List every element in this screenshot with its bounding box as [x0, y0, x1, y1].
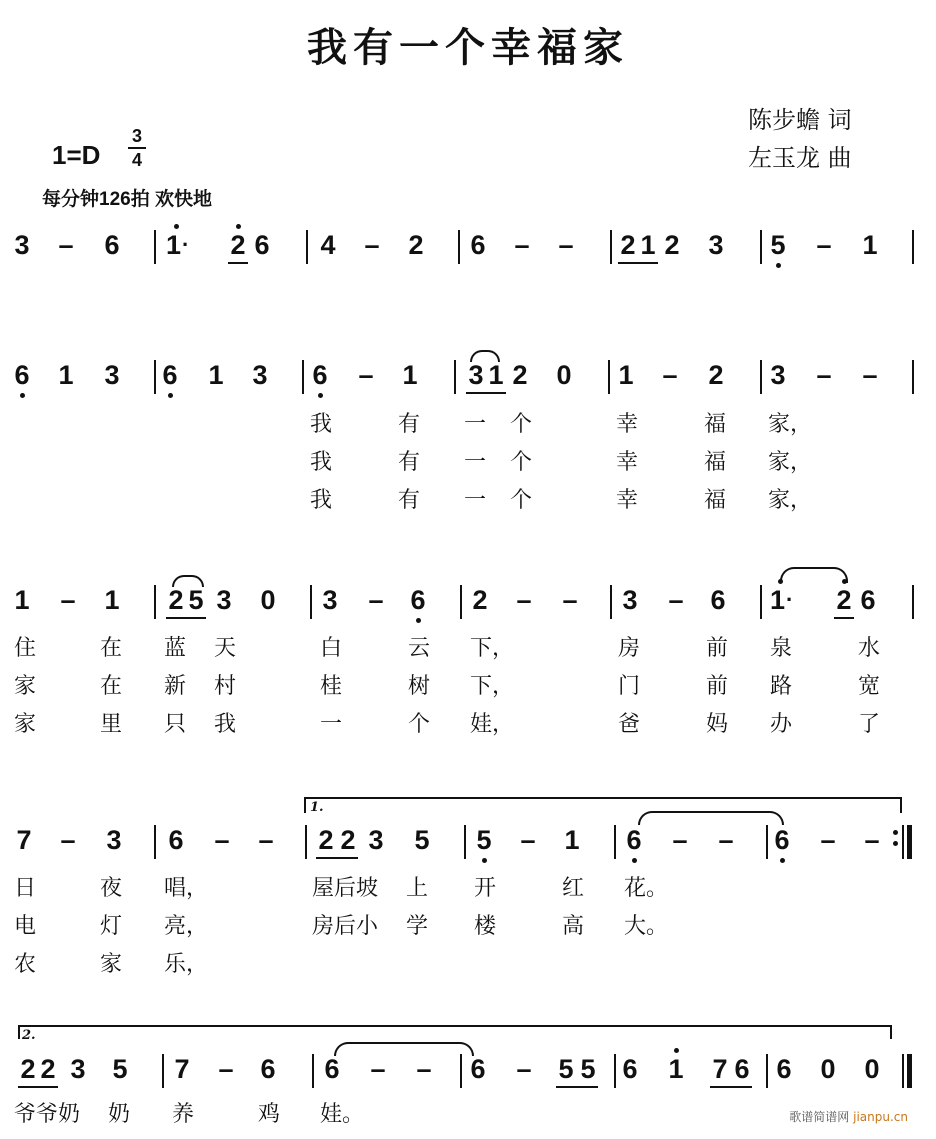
- lyric: 个: [510, 488, 533, 513]
- final-barline: [907, 1054, 912, 1088]
- note: 6: [776, 1054, 792, 1084]
- lyric: 福: [704, 488, 727, 513]
- barline: [454, 360, 456, 394]
- lyric: 前: [706, 636, 729, 661]
- lyric: 个: [510, 412, 533, 437]
- dash: –: [358, 360, 374, 390]
- note: 3: [252, 360, 268, 390]
- lyric: 娃，: [470, 712, 515, 737]
- underline: [466, 392, 506, 394]
- lyric: 里: [100, 712, 123, 737]
- lyric: 花。: [624, 876, 669, 901]
- barline: [760, 230, 762, 264]
- watermark: [789, 1108, 908, 1125]
- dash: –: [60, 585, 76, 615]
- lyric: 灯: [100, 914, 123, 939]
- dash: –: [368, 585, 384, 615]
- lyric: 亮，: [164, 914, 209, 939]
- lyric: 门: [618, 674, 641, 699]
- lyric: 楼: [474, 914, 497, 939]
- note-high: 1: [666, 1054, 686, 1084]
- lyric: 家，: [768, 412, 813, 437]
- note-low: 6: [160, 360, 180, 390]
- note: 3: [70, 1054, 86, 1084]
- barline: [614, 825, 616, 859]
- barline: [912, 585, 914, 619]
- note-low: 5: [768, 230, 788, 260]
- time-signature-top: 3: [131, 126, 142, 146]
- note: 2: [228, 230, 248, 260]
- tie: [638, 811, 784, 825]
- note: 1: [640, 230, 656, 260]
- note: 6: [168, 825, 184, 855]
- lyric: 家: [14, 674, 37, 699]
- note: 6: [324, 1054, 340, 1084]
- barline: [312, 1054, 314, 1088]
- score-line-2: [0, 360, 936, 420]
- note: 4: [320, 230, 336, 260]
- barline: [766, 825, 768, 859]
- lyric: 娃。: [320, 1102, 365, 1127]
- barline: [460, 585, 462, 619]
- lyric: 桂: [320, 674, 343, 699]
- note: 3: [622, 585, 638, 615]
- tie: [334, 1042, 474, 1056]
- barline: [162, 1054, 164, 1088]
- dash: –: [214, 825, 230, 855]
- lyric: 个: [510, 450, 533, 475]
- lyric: 在: [100, 674, 123, 699]
- lyric: 前: [706, 674, 729, 699]
- dash: –: [364, 230, 380, 260]
- lyric: 有: [398, 412, 421, 437]
- note: 1: [402, 360, 418, 390]
- note: 5: [112, 1054, 128, 1084]
- lyric: 一: [464, 450, 487, 475]
- barline: [912, 230, 914, 264]
- note: 1: [208, 360, 224, 390]
- lyric: 有: [398, 488, 421, 513]
- barline: [902, 825, 904, 859]
- score-line-3: [0, 585, 936, 645]
- lyric: 红: [562, 876, 585, 901]
- note: 6: [104, 230, 120, 260]
- lyric: 房: [618, 636, 641, 661]
- dash: –: [668, 585, 684, 615]
- underline: [710, 1086, 752, 1088]
- lyric: 新: [164, 674, 187, 699]
- dash: –: [416, 1054, 432, 1084]
- lyric: 幸: [616, 412, 639, 437]
- barline: [608, 360, 610, 394]
- volta-label-1: 1.: [310, 800, 324, 815]
- note-high: 2: [834, 585, 854, 615]
- dash: –: [370, 1054, 386, 1084]
- lyric: 学: [406, 914, 429, 939]
- note: 1: [862, 230, 878, 260]
- lyric: 上: [406, 876, 429, 901]
- note: 7: [712, 1054, 728, 1084]
- fraction-line: [128, 147, 146, 149]
- lyric: 大。: [624, 914, 669, 939]
- barline: [154, 360, 156, 394]
- lyric: 水: [858, 636, 881, 661]
- note-low: 6: [624, 825, 644, 855]
- augmentation-dot: ·: [182, 232, 190, 257]
- dash: –: [718, 825, 734, 855]
- lyric: 住: [14, 636, 37, 661]
- note: 6: [710, 585, 726, 615]
- tie: [780, 567, 848, 583]
- barline: [912, 360, 914, 394]
- barline: [610, 230, 612, 264]
- lyric: 泉: [770, 636, 793, 661]
- note: 1: [618, 360, 634, 390]
- note: 2: [472, 585, 488, 615]
- composer-credit: 左玉龙 曲: [748, 144, 852, 172]
- time-signature-bottom: 4: [131, 150, 142, 170]
- note: 2: [664, 230, 680, 260]
- lyric: 一: [320, 712, 343, 737]
- dash: –: [862, 360, 878, 390]
- dash: –: [218, 1054, 234, 1084]
- lyric: 宽: [858, 674, 881, 699]
- dash: –: [516, 1054, 532, 1084]
- note: 3: [708, 230, 724, 260]
- score-line-5: [0, 1054, 936, 1114]
- lyric: 一: [464, 412, 487, 437]
- lyric: 夜: [100, 876, 123, 901]
- lyric: 有: [398, 450, 421, 475]
- note: 2: [512, 360, 528, 390]
- note: 6: [470, 1054, 486, 1084]
- note: 1: [58, 360, 74, 390]
- song-title: 我有一个幸福家: [307, 24, 629, 71]
- lyric: 白: [320, 636, 343, 661]
- barline: [310, 585, 312, 619]
- underline: [228, 262, 248, 264]
- underline: [618, 262, 658, 264]
- note: 3: [216, 585, 232, 615]
- lyric: 家: [14, 712, 37, 737]
- dash: –: [662, 360, 678, 390]
- note-low: 6: [12, 360, 32, 390]
- lyric: 家，: [768, 488, 813, 513]
- note: 6: [254, 230, 270, 260]
- note: 3: [14, 230, 30, 260]
- dash: –: [58, 230, 74, 260]
- lyric: 路: [770, 674, 793, 699]
- barline: [154, 230, 156, 264]
- lyric: 天: [214, 636, 237, 661]
- barline: [154, 825, 156, 859]
- lyric: 开: [474, 876, 497, 901]
- dash: –: [816, 230, 832, 260]
- note: 7: [174, 1054, 190, 1084]
- note: 2: [168, 585, 184, 615]
- score-line-4: [0, 825, 936, 885]
- barline: [614, 1054, 616, 1088]
- barline: [760, 360, 762, 394]
- time-signature: [128, 126, 146, 170]
- volta-label-2: 2.: [22, 1028, 36, 1043]
- rest: 0: [864, 1054, 880, 1084]
- lyric: 电: [14, 914, 37, 939]
- repeat-end-barline: [907, 825, 912, 859]
- lyric: 日: [14, 876, 37, 901]
- barline: [306, 230, 308, 264]
- note: 6: [860, 585, 876, 615]
- note: 6: [470, 230, 486, 260]
- barline: [902, 1054, 904, 1088]
- watermark-text: 歌谱简谱网: [789, 1110, 850, 1124]
- lyric: 福: [704, 450, 727, 475]
- dash: –: [816, 360, 832, 390]
- lyric: 唱，: [164, 876, 209, 901]
- barline: [610, 585, 612, 619]
- note: 3: [468, 360, 484, 390]
- lyric: 高: [562, 914, 585, 939]
- score-line-1: [0, 230, 936, 290]
- dash: –: [672, 825, 688, 855]
- lyric: 村: [214, 674, 237, 699]
- lyric: 家，: [768, 450, 813, 475]
- lyric: 云: [408, 636, 431, 661]
- lyric: 蓝: [164, 636, 187, 661]
- lyric: 乐，: [164, 952, 209, 977]
- dash: –: [558, 230, 574, 260]
- note-high: 1: [770, 585, 786, 615]
- note: 2: [318, 825, 334, 855]
- dash: –: [516, 585, 532, 615]
- lyric: 我: [310, 450, 333, 475]
- note: 3: [368, 825, 384, 855]
- lyric: 个: [408, 712, 431, 737]
- barline: [305, 825, 307, 859]
- note: 1: [14, 585, 30, 615]
- lyric: 我: [310, 412, 333, 437]
- lyric: 屋后坡: [312, 876, 379, 901]
- barline: [302, 360, 304, 394]
- note: 1: [488, 360, 504, 390]
- lyric: 办: [770, 712, 793, 737]
- lyric: 鸡: [258, 1102, 281, 1127]
- lyric: 只: [164, 712, 187, 737]
- lyric: 树: [408, 674, 431, 699]
- note-low: 6: [772, 825, 792, 855]
- note: 1: [104, 585, 120, 615]
- note: 6: [734, 1054, 750, 1084]
- lyric: 幸: [616, 450, 639, 475]
- underline: [18, 1086, 58, 1088]
- lyric: 家: [100, 952, 123, 977]
- lyric: 我: [214, 712, 237, 737]
- dash: –: [60, 825, 76, 855]
- lyric: 妈: [706, 712, 729, 737]
- note: 5: [558, 1054, 574, 1084]
- note-low: 6: [310, 360, 330, 390]
- note: 5: [414, 825, 430, 855]
- lyric: 房后小: [312, 914, 379, 939]
- barline: [154, 585, 156, 619]
- barline: [766, 1054, 768, 1088]
- note-low: 5: [474, 825, 494, 855]
- note: 1: [564, 825, 580, 855]
- lyric: 爷爷奶: [14, 1102, 81, 1127]
- repeat-sign-dots: [893, 824, 898, 852]
- lyricist-credit: 陈步蟾 词: [748, 106, 852, 134]
- note: 7: [16, 825, 32, 855]
- underline: [166, 617, 206, 619]
- note: 2: [20, 1054, 36, 1084]
- note: 2: [620, 230, 636, 260]
- tempo-marking: 每分钟126拍 欢快地: [42, 189, 212, 210]
- note: 5: [580, 1054, 596, 1084]
- lyric: 爸: [618, 712, 641, 737]
- dash: –: [514, 230, 530, 260]
- note: 3: [770, 360, 786, 390]
- dash: –: [864, 825, 880, 855]
- lyric: 奶: [108, 1102, 131, 1127]
- lyric: 一: [464, 488, 487, 513]
- watermark-url: jianpu.cn: [853, 1110, 908, 1124]
- lyric: 福: [704, 412, 727, 437]
- note: 3: [106, 825, 122, 855]
- lyric: 养: [172, 1102, 195, 1127]
- lyric: 我: [310, 488, 333, 513]
- dash: –: [258, 825, 274, 855]
- barline: [460, 1054, 462, 1088]
- note: 6: [622, 1054, 638, 1084]
- barline: [760, 585, 762, 619]
- lyric: 农: [14, 952, 37, 977]
- underline: [316, 857, 358, 859]
- underline: [834, 617, 854, 619]
- augmentation-dot: ·: [786, 587, 794, 612]
- note-dotted: 1: [166, 230, 182, 260]
- dash: –: [562, 585, 578, 615]
- lyric: 在: [100, 636, 123, 661]
- note: 3: [104, 360, 120, 390]
- note: 2: [340, 825, 356, 855]
- lyric: 幸: [616, 488, 639, 513]
- note-low: 6: [408, 585, 428, 615]
- volta-bracket-2: [18, 1025, 892, 1039]
- key-signature: 1=D: [52, 140, 101, 170]
- barline: [464, 825, 466, 859]
- underline: [556, 1086, 598, 1088]
- note: 2: [708, 360, 724, 390]
- lyric: 下，: [470, 636, 515, 661]
- note: 2: [40, 1054, 56, 1084]
- barline: [458, 230, 460, 264]
- lyric: 了: [858, 712, 881, 737]
- dash: –: [520, 825, 536, 855]
- rest: 0: [820, 1054, 836, 1084]
- volta-bracket-1: [304, 797, 902, 813]
- note: 6: [260, 1054, 276, 1084]
- lyric: 下，: [470, 674, 515, 699]
- dash: –: [820, 825, 836, 855]
- note: 2: [408, 230, 424, 260]
- note: 0: [260, 585, 276, 615]
- note: 0: [556, 360, 572, 390]
- note: 5: [188, 585, 204, 615]
- note: 3: [322, 585, 338, 615]
